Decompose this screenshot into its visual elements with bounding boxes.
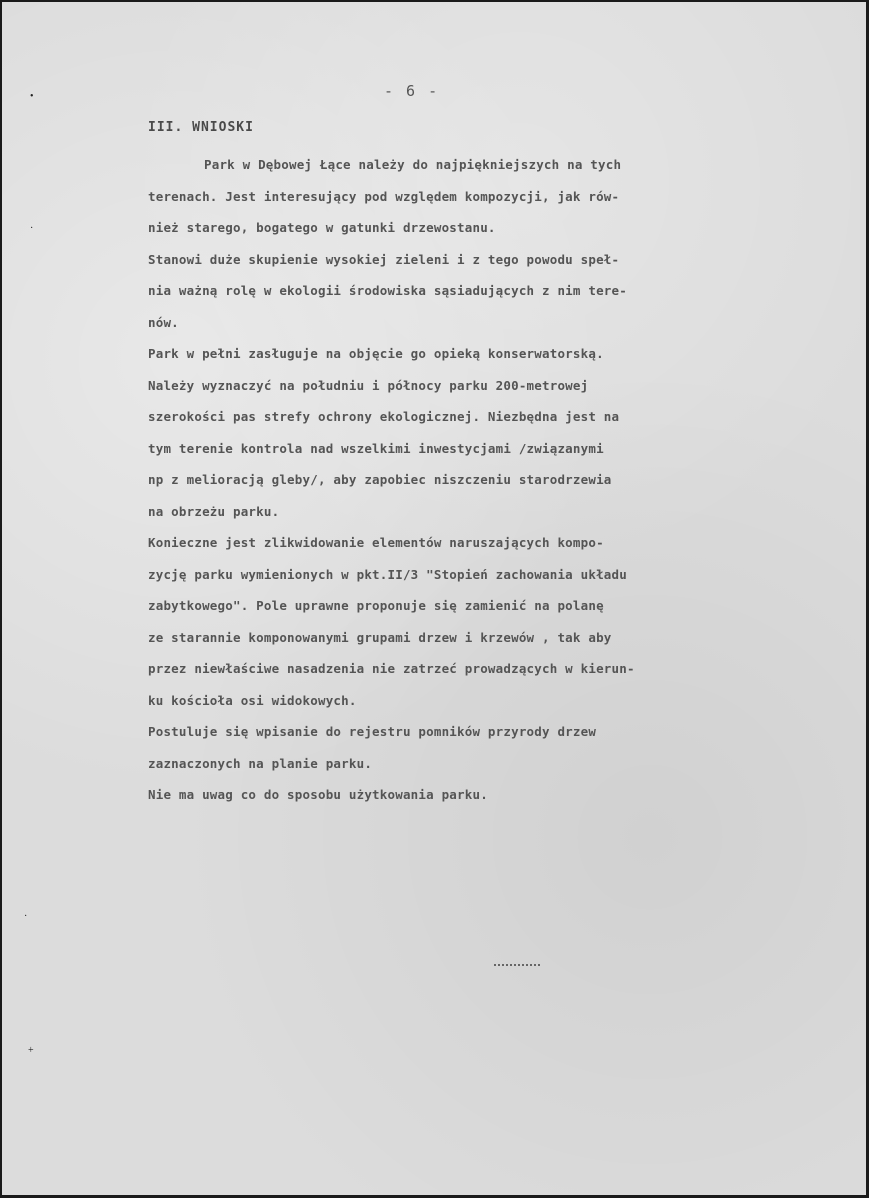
text-line: np z melioracją gleby/, aby zapobiec niszczeniu starodrzewia (148, 472, 612, 487)
body-text (148, 149, 838, 811)
text-line: tym terenie kontrola nad wszelkimi inwestycjami /związanymi (148, 440, 604, 456)
text-line: nów. (148, 314, 179, 330)
text-line: Postuluje się wpisanie do rejestru pomników przyrody drzew (148, 724, 597, 739)
punch-mark: · (24, 911, 28, 922)
punch-mark: + (28, 1045, 34, 1056)
text-line: zabytkowego". Pole uprawne proponuje się zamienić na polanę (148, 598, 604, 613)
document-page (2, 2, 866, 1195)
text-line: Nie ma uwag co do sposobu użytkowania parku. (148, 787, 488, 802)
text-line: na obrzeżu parku. (148, 503, 280, 519)
text-line: zycję parku wymienionych w pkt.II/3 "Stopień zachowania układu (148, 566, 627, 582)
text-line: Park w Dębowej Łące należy do najpiękniejszych na tych (204, 157, 622, 172)
page-number: - 6 - (384, 82, 440, 100)
text-line: Konieczne jest zlikwidowanie elementów naruszających kompo- (148, 535, 604, 550)
text-line: Park w pełni zasługuje na objęcie go opieką konserwatorską. (148, 346, 604, 361)
text-line: zaznaczonych na planie parku. (148, 755, 373, 771)
text-line: nież starego, bogatego w gatunki drzewostanu. (148, 220, 496, 235)
text-line: nia ważną rolę w ekologii środowiska sąsiadujących z nim tere- (148, 283, 627, 298)
closing-ornament (494, 964, 540, 970)
text-line: terenach. Jest interesujący pod względem kompozycji, jak rów- (148, 188, 620, 204)
punch-mark: • (30, 91, 34, 102)
text-line: ku kościoła osi widokowych. (148, 692, 357, 708)
text-line: szerokości pas strefy ochrony ekologicznej. Niezbędna jest na (148, 409, 620, 424)
punch-mark: · (30, 223, 34, 234)
text-line: ze starannie komponowanymi grupami drzew i krzewów , tak aby (148, 629, 612, 645)
text-line: Należy wyznaczyć na południu i północy parku 200-metrowej (148, 377, 589, 393)
section-heading: III. WNIOSKI (148, 120, 254, 135)
text-line: przez niewłaściwe nasadzenia nie zatrzeć prowadzących w kierun- (148, 661, 635, 676)
text-line: Stanowi duże skupienie wysokiej zieleni i z tego powodu speł- (148, 251, 620, 267)
